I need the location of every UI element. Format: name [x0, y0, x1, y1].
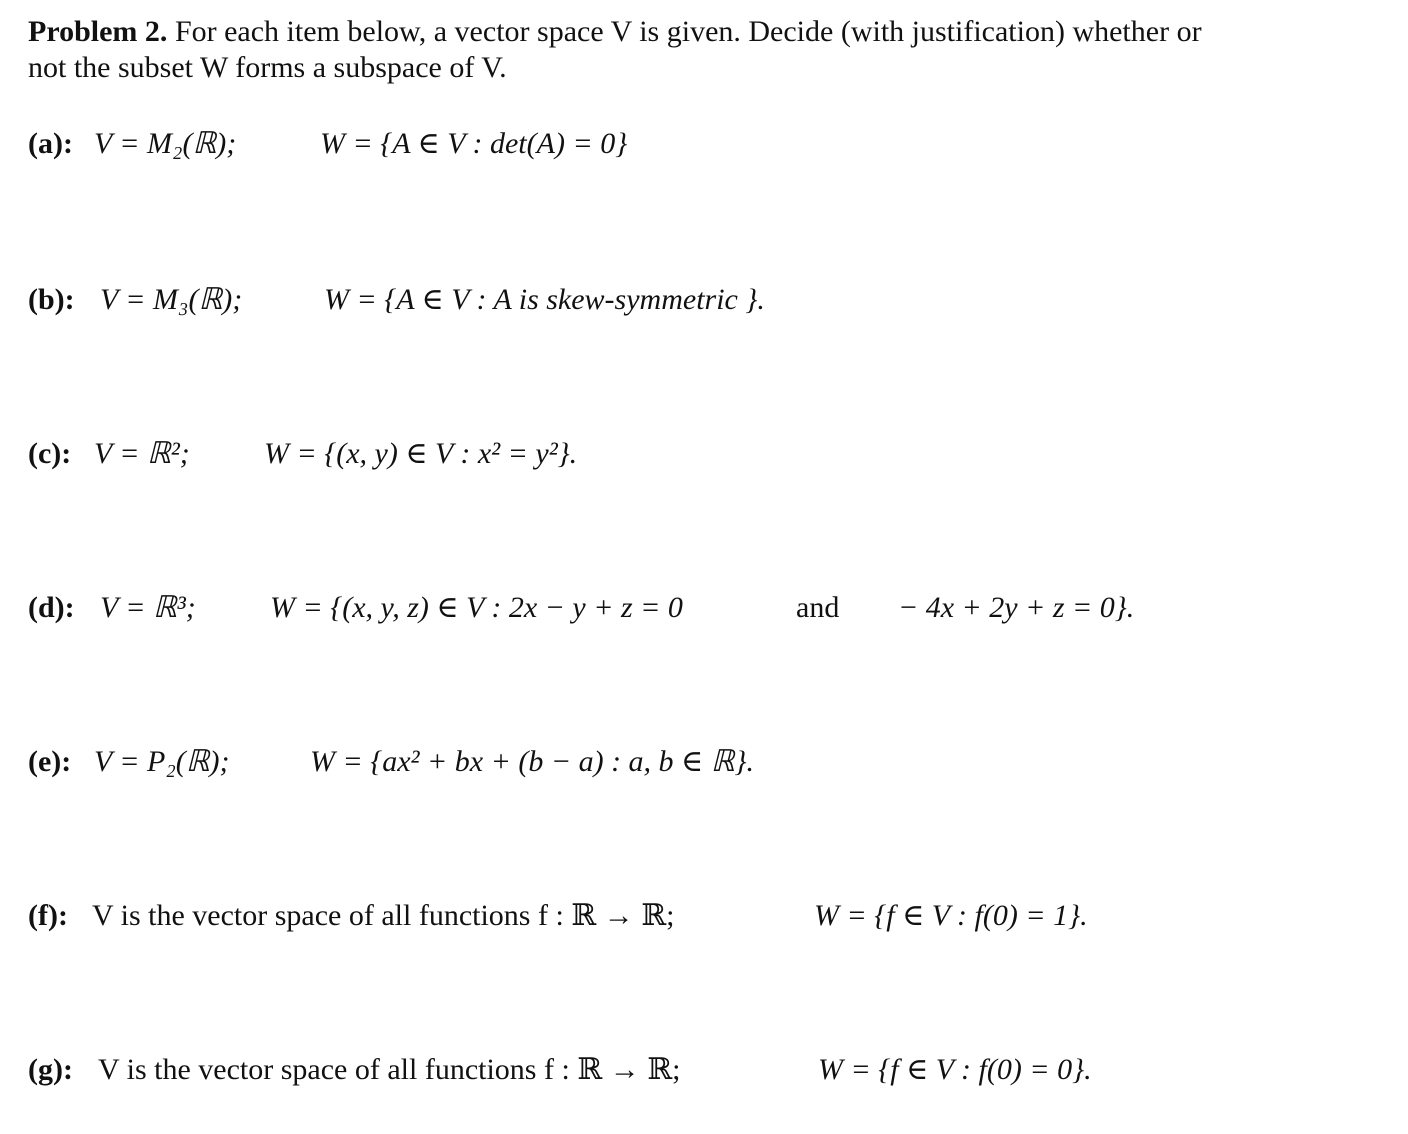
item-f-tag: (f): — [28, 899, 68, 932]
item-a-subset: W = {A ∈ V : det(A) = 0} — [320, 127, 628, 160]
problem-label: Problem 2. — [28, 15, 168, 48]
item-b-subset: W = {A ∈ V : A is skew-symmetric }. — [324, 283, 765, 316]
item-e-space: V = P₂(ℝ); — [94, 745, 230, 778]
item-e-tag: (e): — [28, 745, 72, 778]
item-c-space: V = ℝ²; — [94, 437, 190, 470]
item-d-subset-part-2: − 4x + 2y + z = 0}. — [898, 591, 1135, 624]
item-g-space: V is the vector space of all functions f : ℝ → ℝ; — [98, 1053, 681, 1086]
item-d-space: V = ℝ³; — [100, 591, 196, 624]
problem-intro-text-1: For each item below, a vector space V is given. Decide (with justification) whether or — [174, 15, 1202, 48]
item-d-tag: (d): — [28, 591, 75, 624]
item-c-tag: (c): — [28, 437, 72, 470]
item-b-space: V = M₃(ℝ); — [100, 283, 243, 316]
item-c-subset: W = {(x, y) ∈ V : x² = y²}. — [264, 437, 578, 470]
item-g-subset: W = {f ∈ V : f(0) = 0}. — [818, 1053, 1092, 1086]
problem-intro-line-2 — [28, 50, 507, 86]
item-d-subset-part-1: W = {(x, y, z) ∈ V : 2x − y + z = 0 — [270, 591, 683, 624]
item-a-tag: (a): — [28, 127, 73, 160]
problem-intro-text-2: not the subset W forms a subspace of V. — [28, 51, 507, 84]
item-a-space: V = M₂(ℝ); — [94, 127, 237, 160]
item-g-tag: (g): — [28, 1053, 73, 1086]
item-b-tag: (b): — [28, 283, 75, 316]
item-e-subset: W = {ax² + bx + (b − a) : a, b ∈ ℝ}. — [310, 745, 755, 778]
item-f-subset: W = {f ∈ V : f(0) = 1}. — [814, 899, 1088, 932]
item-d-and: and — [796, 591, 840, 624]
item-f-space: V is the vector space of all functions f : ℝ → ℝ; — [92, 899, 675, 932]
problem-intro-line-1 — [28, 14, 1390, 50]
